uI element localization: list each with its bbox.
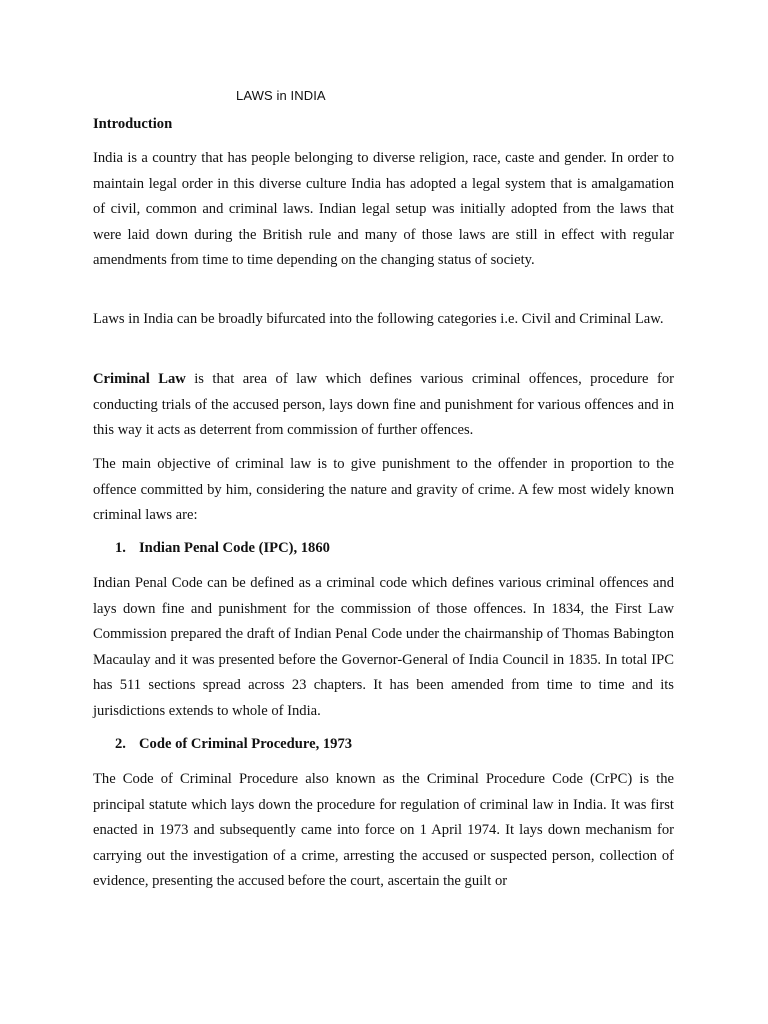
- list-heading-crpc: [115, 736, 352, 753]
- criminal-law-term: Criminal Law: [93, 371, 186, 387]
- introduction-heading: Introduction: [93, 116, 173, 132]
- ipc-paragraph: Indian Penal Code can be defined as a criminal code which defines various criminal offences and lays down fine and punishment for the commission of those offences. In 1834, the First Law Commission prepared the draft of Indian Penal Code under the chairmanship of Thomas Babington Macaulay and it was presented before the Governor-General of India Council in 1835. In total IPC has 511 sections spread across 23 chapters. It has been amended from time to time and its jurisdictions extends to whole of India.: [93, 575, 674, 719]
- crpc-paragraph: The Code of Criminal Procedure also known as the Criminal Procedure Code (CrPC) is the principal statute which lays down the procedure for regulation of criminal law in India. It was first enacted in 1973 and subsequently came into force on 1 April 1974. It lays down mechanism for carrying out the investigation of a crime, arresting the accused or suspected person, collection of evidence, presenting the accused before the court, ascertain the guilt or: [93, 771, 674, 889]
- criminal-law-objective-paragraph: The main objective of criminal law is to give punishment to the offender in proportion to the offence committed by him, considering the nature and gravity of crime. A few most widely known criminal laws are:: [93, 456, 674, 523]
- list-number: 2.: [115, 736, 126, 752]
- document-title: LAWS in INDIA: [236, 88, 326, 103]
- list-heading-text: Indian Penal Code (IPC), 1860: [139, 540, 330, 556]
- list-number: 1.: [115, 540, 126, 556]
- list-heading-ipc: [115, 540, 330, 557]
- criminal-law-paragraph: [93, 367, 674, 444]
- criminal-law-definition: is that area of law which defines various criminal offences, procedure for conducting trials of the accused person, lays down fine and punishment for various offences and in this way it acts as deterrent from commission of further offences.: [93, 371, 674, 438]
- list-heading-text: Code of Criminal Procedure, 1973: [139, 736, 353, 752]
- introduction-paragraph: India is a country that has people belonging to diverse religion, race, caste and gender. In order to maintain legal order in this diverse culture India has adopted a legal system that is amalgamation of civil, common and criminal laws. Indian legal setup was initially adopted from the laws that were laid down during the British rule and many of those laws are still in effect with regular amendments from time to time depending on the changing status of society.: [93, 150, 674, 268]
- document-page: [93, 0, 674, 1024]
- law-categories-paragraph: Laws in India can be broadly bifurcated into the following categories i.e. Civil and Criminal Law.: [93, 311, 664, 327]
